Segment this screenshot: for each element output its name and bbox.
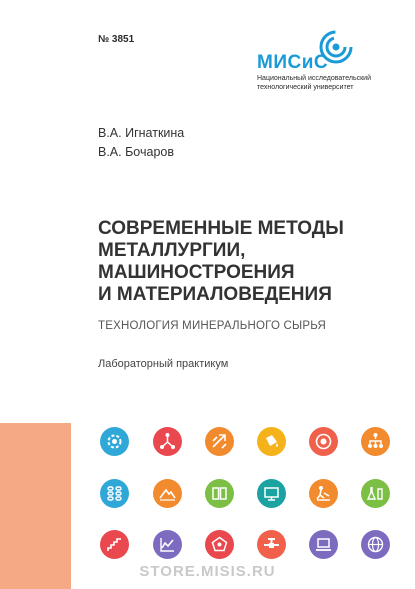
- mountain-icon: [153, 479, 182, 508]
- author: В.А. Игнаткина: [98, 126, 185, 140]
- icon-bg: [205, 479, 234, 508]
- book-subtitle: ТЕХНОЛОГИЯ МИНЕРАЛЬНОГО СЫРЬЯ: [98, 320, 326, 332]
- dots-grid-icon: [100, 479, 129, 508]
- laptop-icon: [309, 530, 338, 559]
- pipe-valve-icon: [257, 530, 286, 559]
- reactor-icon: [309, 427, 338, 456]
- pentagon-icon: [205, 530, 234, 559]
- icon-bg: [309, 479, 338, 508]
- title-line: И МАТЕРИАЛОВЕДЕНИЯ: [98, 284, 332, 305]
- logo-subtitle-line: технологический университет: [257, 84, 354, 91]
- chemistry-icon: [361, 479, 390, 508]
- chart-icon: [153, 530, 182, 559]
- icon-grid: [96, 423, 396, 563]
- worker-icon: [309, 479, 338, 508]
- authors: [98, 124, 184, 162]
- monitor-icon: [257, 479, 286, 508]
- misis-logo: [257, 30, 407, 94]
- icon-bg: [309, 530, 338, 559]
- store-link[interactable]: STORE.MISIS.RU: [139, 563, 276, 580]
- arrows-icon: [205, 427, 234, 456]
- logo-name: МИСиС: [257, 52, 329, 73]
- icon-bg: [153, 479, 182, 508]
- publication-type: Лабораторный практикум: [98, 358, 229, 370]
- logo-subtitle-line: Национальный исследовательский: [257, 75, 371, 82]
- gear-icon: [100, 427, 129, 456]
- icon-bg: [257, 479, 286, 508]
- globe-icon: [361, 530, 390, 559]
- book-icon: [205, 479, 234, 508]
- icon-bg: [100, 479, 129, 508]
- author: В.А. Бочаров: [98, 145, 174, 159]
- molecule-icon: [153, 427, 182, 456]
- logo-subtitle: [257, 74, 407, 92]
- title-line: МЕТАЛЛУРГИИ,: [98, 240, 246, 261]
- network-icon: [361, 427, 390, 456]
- book-title: [98, 218, 398, 306]
- paint-bucket-icon: [257, 427, 286, 456]
- title-line: МАШИНОСТРОЕНИЯ: [98, 262, 295, 283]
- icon-bg: [361, 479, 390, 508]
- stairs-icon: [100, 530, 129, 559]
- publication-number: № 3851: [98, 34, 135, 45]
- title-line: СОВРЕМЕННЫЕ МЕТОДЫ: [98, 218, 344, 239]
